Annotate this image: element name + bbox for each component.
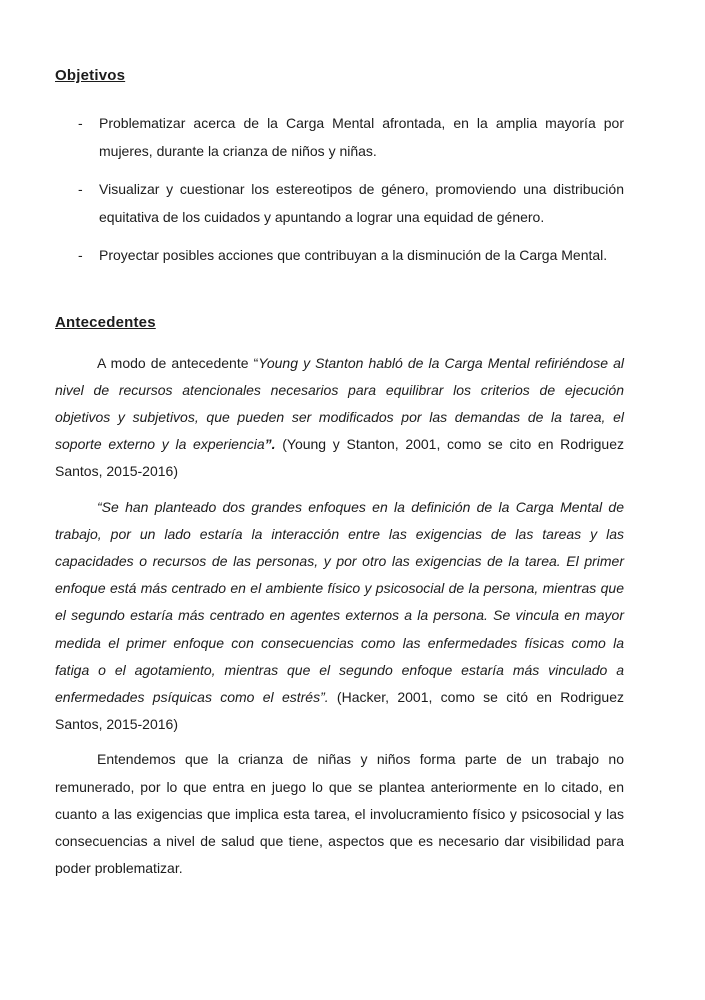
text-run: (Hacker, 2001, como se citó en Rodriguez Santos, 2015-2016) (55, 688, 625, 733)
list-item (55, 242, 624, 270)
text-run: Entendemos que la crianza de niñas y niños forma parte de un trabajo no remunerado, por lo que entra en juego lo que se plantea anteriormente en lo citado, en cuanto a las exigencias que implica esta tarea, el involucramiento físico y psicosocial y las consecuencias a nivel de salud que tiene, aspectos que es necesario dar visibilidad para poder problematizar. (55, 751, 624, 877)
paragraph (55, 494, 624, 739)
text-run: “Se han planteado dos grandes enfoques en la definición de la Carga Mental de trabajo, por un lado estaría la interacción entre las exigencias de las tareas y las capacidades o recursos de las personas, y por otro las exigencias de la tarea. El primer enfoque está más centrado en el ambiente físico y psicosocial de la persona, mientras que el segundo estaría más centrado en agentes externos a la persona. Se vincula en mayor medida el primer enfoque con consecuencias como las enfermedades físicas como la fatiga o el agotamiento, mientras que el segundo enfoque estaría más vinculado a enfermedades psíquicas como el estrés”. (55, 498, 624, 705)
text-run: Visualizar y cuestionar los estereotipos de género, promoviendo una distribución equitativa de los cuidados y apuntando a lograr una equidad de género. (99, 181, 624, 225)
antecedentes-paragraphs (55, 350, 624, 883)
text-run: (Young y Stanton, 2001, como se cito en Rodriguez Santos, 2015-2016) (55, 436, 624, 480)
objetivos-list (55, 110, 624, 270)
bullet-dash-icon: - (78, 181, 83, 197)
section-heading-antecedentes: Antecedentes (55, 313, 156, 331)
text-run: A modo de antecedente “ (97, 354, 259, 371)
bullet-dash-icon: - (78, 247, 83, 263)
text-run: Problematizar acerca de la Carga Mental afrontada, en la amplia mayoría por mujeres, durante la crianza de niños y niñas. (99, 115, 624, 159)
paragraph (55, 746, 624, 882)
list-item (55, 110, 624, 165)
text-run: Young y Stanton habló de la Carga Mental refiriéndose al nivel de recursos atencionales necesarios para equilibrar los criterios de ejecución objetivos y subjetivos, que pueden ser modificados por las demandas de la tarea, el soporte externo y la experiencia (55, 354, 624, 453)
bullet-dash-icon: - (78, 115, 83, 131)
text-run: Proyectar posibles acciones que contribuyan a la disminución de la Carga Mental. (99, 247, 608, 263)
section-heading-objetivos: Objetivos (55, 67, 126, 84)
list-item (55, 176, 624, 231)
text-run: ”. (264, 436, 276, 453)
paragraph (55, 350, 624, 486)
